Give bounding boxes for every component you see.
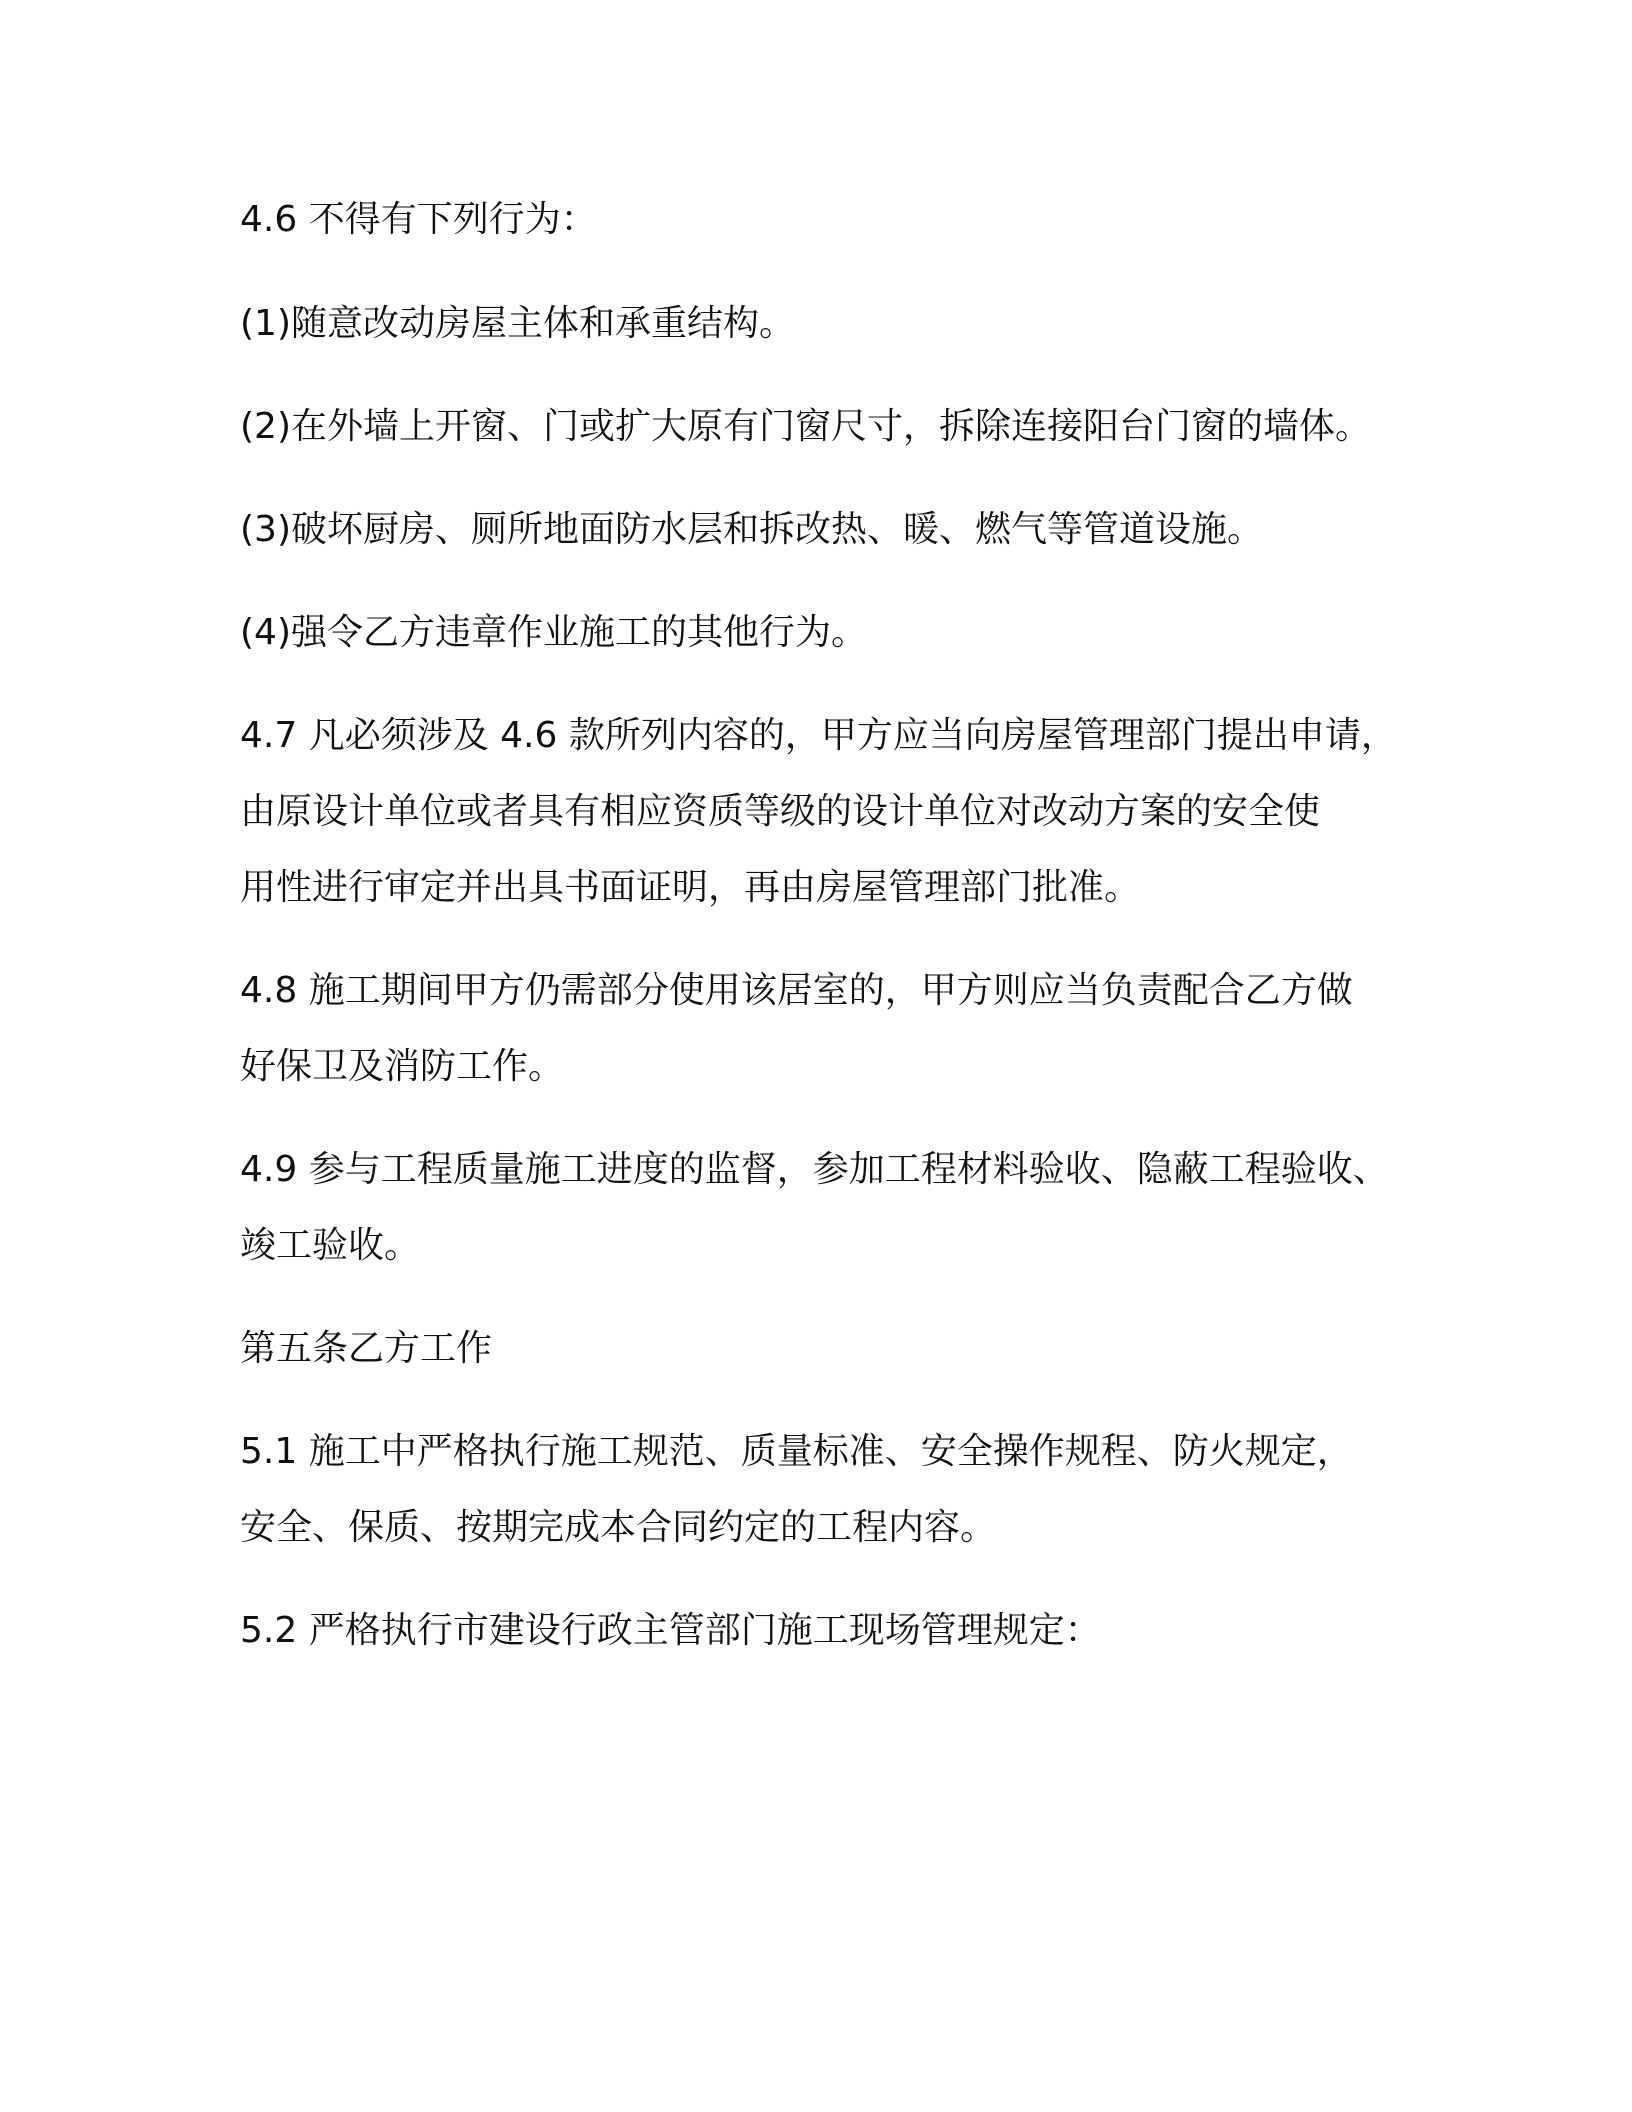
clause-4-7-line-3: 用性进行审定并出具书面证明，再由房屋管理部门批准。 [240, 867, 1141, 908]
clause-4-7-line-2: 由原设计单位或者具有相应资质等级的设计单位对改动方案的安全使 [240, 791, 1321, 832]
clause-5-1-line-2: 安全、保质、按期完成本合同约定的工程内容。 [240, 1507, 997, 1548]
clause-4-6-item-3: (3)破坏厨房、厕所地面防水层和拆改热、暖、燃气等管道设施。 [240, 509, 1263, 550]
clause-4-9-line-2: 竣工验收。 [240, 1225, 421, 1266]
clause-5-2-line-1: 5.2 严格执行市建设行政主管部门施工现场管理规定： [240, 1610, 1101, 1651]
clause-4-7-line-1: 4.7 凡必须涉及 4.6 款所列内容的，甲方应当向房屋管理部门提出申请， [240, 715, 1397, 756]
clause-4-9-line-1: 4.9 参与工程质量施工进度的监督，参加工程材料验收、隐蔽工程验收、 [240, 1149, 1389, 1190]
clause-4-6-item-1: (1)随意改动房屋主体和承重结构。 [240, 303, 795, 344]
clause-4-6-heading: 4.6 不得有下列行为： [240, 199, 597, 240]
clause-4-8-line-2: 好保卫及消防工作。 [240, 1046, 565, 1087]
article-5-heading: 第五条乙方工作 [240, 1328, 493, 1369]
clause-4-6-item-2: (2)在外墙上开窗、门或扩大原有门窗尺寸，拆除连接阳台门窗的墙体。 [240, 406, 1371, 447]
clause-5-1-line-1: 5.1 施工中严格执行施工规范、质量标准、安全操作规程、防火规定， [240, 1431, 1353, 1472]
clause-4-8-line-1: 4.8 施工期间甲方仍需部分使用该居室的，甲方则应当负责配合乙方做 [240, 970, 1353, 1011]
clause-4-6-item-4: (4)强令乙方违章作业施工的其他行为。 [240, 612, 867, 653]
